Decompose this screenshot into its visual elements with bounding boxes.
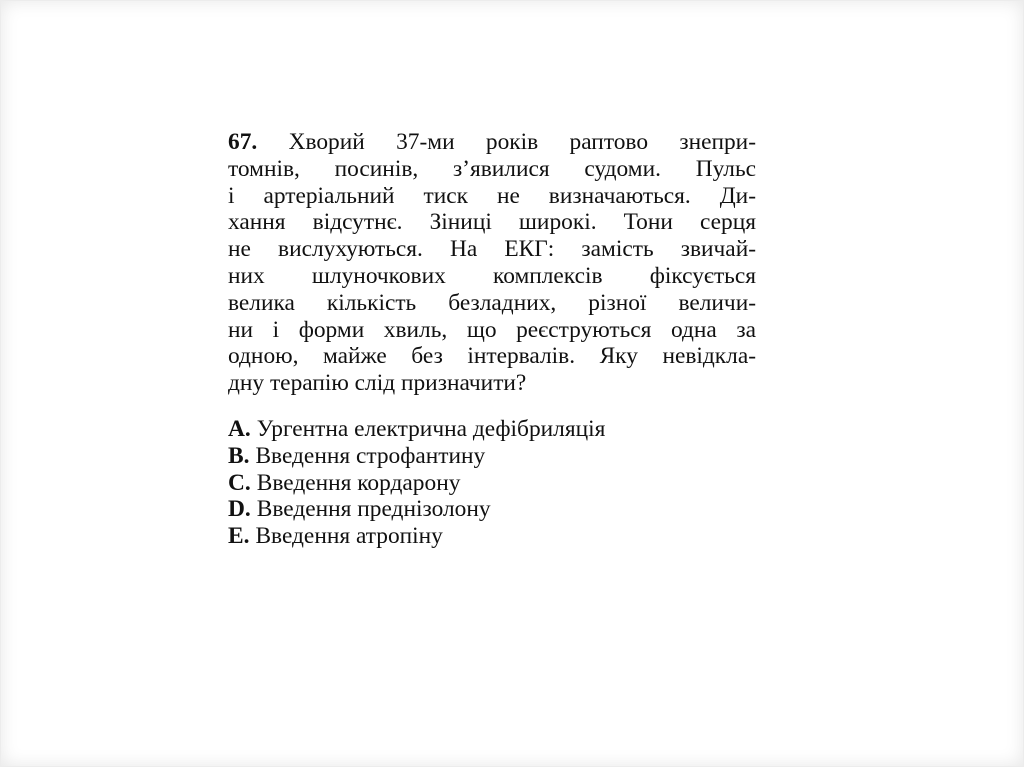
answer-option-d xyxy=(228,496,756,523)
question-text xyxy=(228,129,756,397)
answer-letter: C. xyxy=(228,469,251,496)
answer-text: Введення кордарону xyxy=(256,469,461,496)
answer-option-a xyxy=(228,416,756,443)
answer-option-c xyxy=(228,470,756,497)
question-line: дну терапію слід призначити? xyxy=(228,370,527,397)
question-line: них шлуночкових комплексів фіксується xyxy=(228,262,756,289)
answer-list xyxy=(228,416,756,550)
question-line: одною, майже без інтервалів. Яку невідкла- xyxy=(228,343,756,370)
question-line: томнів, посинів, з’явилися судоми. Пульс xyxy=(228,155,756,182)
answer-letter: B. xyxy=(228,442,250,469)
answer-letter: A. xyxy=(228,415,251,442)
answer-text: Введення строфантину xyxy=(255,442,486,469)
question-line: ни і форми хвиль, що реєструються одна за xyxy=(228,316,756,343)
question-line: хання відсутнє. Зіниці широкі. Тони серця xyxy=(228,209,756,236)
question-number: 67. xyxy=(228,129,258,155)
answer-option-e xyxy=(228,523,756,550)
answer-text: Ургентна електрична дефібриляція xyxy=(256,415,606,442)
answer-text: Введення атропіну xyxy=(255,523,443,550)
answer-option-b xyxy=(228,443,756,470)
question-line-text: Хворий 37-ми років раптово знепри- xyxy=(288,129,756,155)
answer-letter: D. xyxy=(228,496,251,523)
question-line xyxy=(228,129,756,156)
question-line: не вислухуються. На ЕКГ: замість звичай- xyxy=(228,236,756,263)
question-line: велика кількість безладних, різної величи- xyxy=(228,289,756,316)
question-line: і артеріальний тиск не визначаються. Ди- xyxy=(228,182,756,209)
question-block xyxy=(228,129,756,550)
answer-text: Введення преднізолону xyxy=(256,496,491,523)
answer-letter: E. xyxy=(228,523,250,550)
